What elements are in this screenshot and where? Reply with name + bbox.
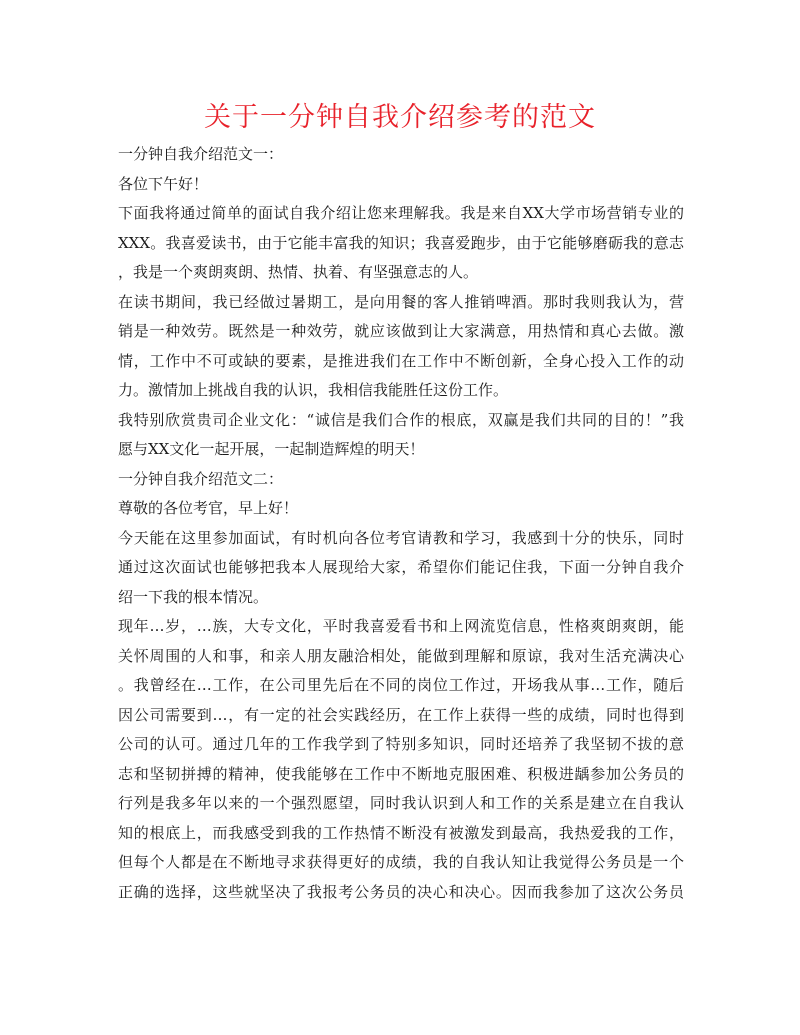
text-line: 今天能在这里参加面试，有时机向各位考官请教和学习，我感到十分的快乐，同时 (118, 528, 684, 547)
text-line: 通过这次面试也能够把我本人展现给大家，希望你们能记住我，下面一分钟自我介 (118, 558, 684, 576)
text-line: 知的根底上，而我感受到我的工作热情不断没有被激发到最高，我热爱我的工作， (118, 823, 684, 842)
text-line: 。我曾经在…工作，在公司里先后在不同的岗位工作过，开场我从事…工作，随后 (118, 676, 684, 694)
text-line: 下面我将通过简单的面试自我介绍让您来理解我。我是来自XX大学市场营销专业的 (118, 204, 684, 222)
text-line: ，我是一个爽朗爽朗、热情、执着、有坚强意志的人。 (118, 263, 479, 281)
text-line: 因公司需要到…，有一定的社会实践经历，在工作上获得一些的成绩，同时也得到 (118, 705, 684, 724)
text-line: 行列是我多年以来的一个强烈愿望，同时我认识到人和工作的关系是建立在自我认 (118, 794, 684, 812)
document-title: 关于一分钟自我介绍参考的范文 (204, 102, 596, 133)
text-line: 我特别欣赏贵司企业文化：“诚信是我们合作的根底，双赢是我们共同的目的！”我 (118, 410, 684, 429)
text-line: 力。激情加上挑战自我的认识，我相信我能胜任这份工作。 (118, 381, 509, 399)
text-line: 但每个人都是在不断地寻求获得更好的成绩，我的自我认知让我觉得公务员是一个 (118, 853, 684, 871)
text-line: 关怀周围的人和事，和亲人朋友融洽相处，能做到理解和原谅，我对生活充满决心 (118, 646, 684, 665)
text-line: 情，工作中不可或缺的要素，是推进我们在工作中不断创新，全身心投入工作的动 (118, 351, 684, 370)
text-line: 绍一下我的根本情况。 (118, 587, 269, 606)
text-line: 公司的认可。通过几年的工作我学到了特别多知识，同时还培养了我坚韧不拔的意 (118, 735, 684, 753)
text-line: 尊敬的各位考官，早上好！ (118, 499, 299, 517)
document-body (118, 140, 684, 907)
text-line: 志和坚韧拼搏的精神，使我能够在工作中不断地克服困难、积极进龋参加公务员的 (118, 764, 684, 783)
text-line: 各位下午好！ (118, 174, 209, 193)
text-line: 一分钟自我介绍范文二： (118, 469, 284, 488)
text-line: 正确的选择，这些就坚决了我报考公务员的决心和决心。因而我参加了这次公务员 (118, 882, 684, 901)
text-line: 一分钟自我介绍范文一： (118, 145, 284, 163)
text-line: 现年…岁，…族，大专文化，平时我喜爱看书和上网流览信息，性格爽朗爽朗，能 (118, 617, 684, 635)
text-line: 愿与XX文化一起开展，一起制造辉煌的明天！ (118, 440, 425, 458)
text-line: 在读书期间，我已经做过暑期工，是向用餐的客人推销啤酒。那时我则我认为，营 (118, 292, 684, 311)
text-line: 销是一种效劳。既然是一种效劳，就应该做到让大家满意，用热情和真心去做。激 (118, 322, 684, 340)
text-line: XXX。我喜爱读书，由于它能丰富我的知识；我喜爱跑步，由于它能够磨砺我的意志 (118, 233, 684, 252)
